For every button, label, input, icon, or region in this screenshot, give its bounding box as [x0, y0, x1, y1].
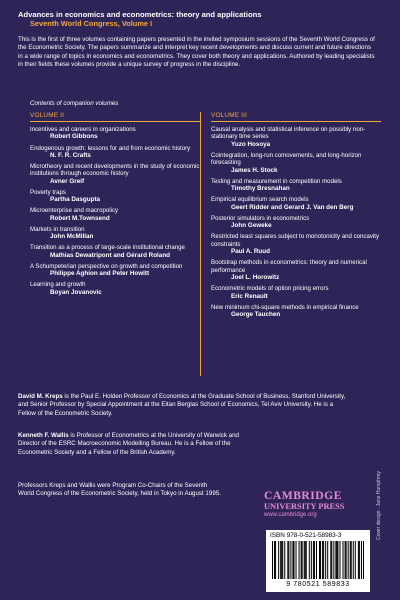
program-chairs-note: Professors Kreps and Wallis were Program Co-Chairs of the Seventh World Congress of the Econometric Society, held in Tokyo in August 1995. [18, 482, 221, 498]
entry-author: Philippe Aghion and Peter Howitt [50, 270, 150, 278]
entry-title: Poverty traps [30, 188, 66, 196]
contents-entry [30, 263, 200, 278]
entry-title: Markets in transition [30, 225, 85, 233]
entry-title: Cointegration, long-run comovements, and long-horizon forecasting [211, 151, 362, 167]
barcode-bar [311, 541, 312, 579]
entry-author: James H. Stock [231, 166, 278, 174]
contents-entry [211, 152, 381, 174]
publisher-logo [264, 490, 374, 519]
contents-entry [30, 126, 200, 141]
entry-author: Avner Greif [50, 177, 85, 185]
barcode-bar [333, 541, 334, 579]
entry-author: Geert Ridder and Gerard J. Van den Berg [231, 203, 354, 211]
entry-author: Paul A. Ruud [231, 248, 270, 256]
entry-title: Transition as a process of large-scale institutional change [30, 244, 185, 252]
barcode-bar [353, 541, 354, 579]
entry-author: Timothy Bresnahan [231, 185, 290, 193]
barcode-bars [272, 541, 364, 579]
barcode-bar [320, 541, 321, 579]
entry-title: New minimum chi-square methods in empirical finance [211, 303, 359, 311]
cover-design-credit: Cover design : Jane Humphrey [376, 471, 382, 540]
contents-entry [211, 259, 381, 281]
barcode-bar [302, 541, 303, 579]
contents-label: Contents of companion volumes [30, 100, 119, 107]
entry-author: Partha Dasgupta [50, 196, 101, 204]
entry-title: Econometric models of option pricing errors [211, 285, 329, 293]
entry-author: Boyan Jovanovic [50, 288, 102, 296]
volume-3-list [211, 121, 381, 322]
barcode-bar [325, 541, 326, 579]
barcode-bar [309, 541, 310, 579]
contents-entry [30, 244, 200, 259]
barcode-bar [359, 541, 360, 579]
barcode [266, 530, 370, 592]
contents-entry [211, 304, 381, 319]
barcode-bar [343, 541, 344, 579]
barcode-bar [287, 541, 288, 579]
entry-author: Mathias Dewatripont and Gérard Roland [50, 251, 171, 259]
wallis-name: Kenneth F. Wallis [18, 432, 69, 439]
barcode-bar [305, 541, 306, 579]
barcode-bar [335, 541, 336, 579]
entry-title: Causal analysis and statistical inference on possibly non-stationary time series [211, 126, 366, 141]
entry-author: John Geweke [231, 222, 272, 230]
publisher-name: CAMBRIDGE [264, 489, 342, 502]
volume-3-heading: VOLUME III [211, 112, 248, 119]
barcode-bar [280, 541, 281, 579]
column-divider [200, 112, 201, 376]
entry-title: Learning and growth [30, 281, 86, 289]
contents-entry [30, 163, 200, 185]
publisher-sub: UNIVERSITY PRESS [264, 502, 345, 511]
contents-entry [211, 126, 381, 148]
entry-title: Incentives and careers in organizations [30, 126, 136, 133]
barcode-bar [278, 541, 279, 579]
kreps-bio [18, 393, 348, 418]
barcode-bar [296, 541, 297, 579]
kreps-bio-text: is the Paul E. Holden Professor of Economics at the Graduate School of Business, Stanford University, and Senior Professor by Special Appointment at the Eitan Berglas School of Economics, Tel Aviv University. He is a Fellow of the Econometric Society. [18, 393, 346, 417]
barcode-bar [316, 541, 317, 579]
barcode-bar [358, 541, 359, 579]
barcode-bar [304, 541, 305, 579]
barcode-bar [323, 541, 324, 579]
barcode-bar [331, 541, 332, 579]
barcode-bar [330, 541, 331, 579]
barcode-bar [290, 541, 291, 579]
book-title: Advances in economics and econometrics: theory and applications [18, 10, 262, 19]
barcode-bar [314, 541, 315, 579]
entry-author: Robert M.Townsend [50, 214, 110, 222]
barcode-bar [361, 541, 362, 579]
entry-title: Testing and measurement in competition models [211, 177, 342, 185]
entry-author: Eric Renault [231, 292, 268, 300]
publisher-url: www.cambridge.org [264, 512, 317, 518]
entry-author: Yuzo Hosoya [231, 140, 271, 148]
wallis-bio [18, 432, 258, 457]
entry-title: Microtheory and recent developments in the study of economic institutions through economic history [30, 163, 200, 178]
entry-author: John McMillan [50, 233, 94, 241]
entry-title: Bootstrap methods in econometrics: theory and numerical performance [211, 259, 367, 274]
barcode-bar [281, 541, 282, 579]
barcode-bar [284, 541, 285, 579]
barcode-bar [288, 541, 289, 579]
entry-title: Endogenous growth: lessons for and from economic history [30, 144, 191, 152]
contents-entry [30, 207, 200, 222]
barcode-bar [301, 541, 302, 579]
entry-author: Robert Gibbons [50, 133, 98, 141]
barcode-bar [337, 541, 338, 579]
barcode-bar [319, 541, 320, 579]
entry-author: Joel L. Horowitz [231, 274, 280, 282]
barcode-bar [322, 541, 323, 579]
entry-author: N. F. R. Crafts [50, 151, 91, 159]
barcode-bar [274, 541, 275, 579]
book-subtitle: Seventh World Congress, Volume I [30, 19, 153, 28]
contents-entry [30, 226, 200, 241]
kreps-name: David M. Kreps [18, 393, 63, 400]
contents-entry [30, 189, 200, 204]
contents-entry [30, 281, 200, 296]
barcode-bar [292, 541, 293, 579]
barcode-bar [351, 541, 352, 579]
barcode-bar [348, 541, 349, 579]
barcode-bar [272, 541, 273, 579]
entry-author: George Tauchen [231, 311, 281, 319]
contents-entry [30, 145, 200, 160]
volume-2-list [30, 121, 200, 300]
barcode-bar [293, 541, 294, 579]
barcode-bar [363, 541, 364, 579]
barcode-bar [327, 541, 328, 579]
barcode-bar [350, 541, 351, 579]
contents-entry [211, 233, 381, 255]
entry-title: Empirical equilibrium search models [211, 196, 309, 204]
barcode-bar [313, 541, 314, 579]
contents-entry [211, 285, 381, 300]
barcode-bar [355, 541, 356, 579]
intro-paragraph: This is the first of three volumes containing papers presented in the invited symposium sessions of the Seventh World Congress of the Econometric Society. The papers summarize and interpret key recent developments and discuss current and future directions in a wide range of topics in economics and econometrics. They cover both theory and applications. Authored by leading specialists in their fields these volumes provide a unique survey of progress in the discipline. [18, 36, 375, 69]
volume-2-heading: VOLUME II [30, 112, 65, 119]
barcode-bar [339, 541, 340, 579]
barcode-bar [345, 541, 346, 579]
barcode-bar [346, 541, 347, 579]
barcode-bar [336, 541, 337, 579]
barcode-number: 9 780521 589833 [286, 581, 350, 588]
barcode-bar [299, 541, 300, 579]
isbn-text: ISBN 978-0-521-58983-3 [270, 532, 342, 539]
barcode-bar [282, 541, 283, 579]
wallis-bio-text: is Professor of Econometrics at the University of Warwick and Director of the ESRC Macroeconomic Modelling Bureau. He is a Fellow of the Econometric Society and a Fellow of the British Academy. [18, 432, 239, 456]
entry-title: Restricted least squares subject to monotonicity and concavity constraints [211, 233, 380, 248]
contents-entry [211, 178, 381, 193]
entry-title: Posterior simulators in econometrics [211, 214, 310, 222]
contents-entry [211, 196, 381, 211]
contents-entry [211, 215, 381, 230]
entry-title: A Schumpeterian perspective on growth and competition [30, 262, 183, 270]
barcode-bar [306, 541, 307, 579]
entry-title: Microenterprise and macropolicy [30, 207, 119, 215]
barcode-bar [275, 541, 276, 579]
